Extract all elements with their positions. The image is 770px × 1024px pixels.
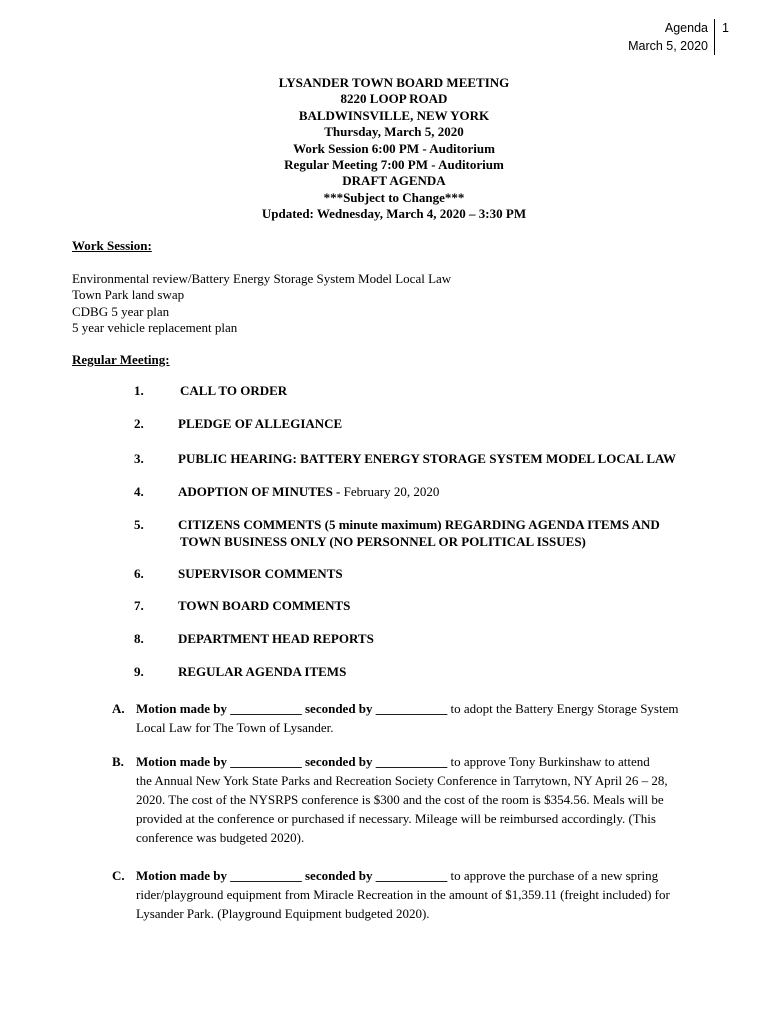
motion-body xyxy=(136,699,726,737)
item-number: 1. xyxy=(134,383,144,398)
motion-line: conference was budgeted 2020). xyxy=(136,830,305,845)
minutes-date: February 20, 2020 xyxy=(343,484,440,499)
motion-letter: A. xyxy=(112,701,125,716)
item-text: TOWN BOARD COMMENTS xyxy=(178,598,351,613)
item-text xyxy=(178,483,738,500)
regular-meeting-heading: Regular Meeting: xyxy=(72,352,170,367)
motion-letter: B. xyxy=(112,754,124,769)
item-text-continued: TOWN BUSINESS ONLY (NO PERSONNEL OR POLITICAL ISSUES) xyxy=(180,534,586,549)
motion-line: rider/playground equipment from Miracle Recreation in the amount of $1,359.11 (freight included) for xyxy=(136,887,670,902)
motion-body xyxy=(136,752,726,847)
work-session-heading: Work Session: xyxy=(72,238,152,253)
motion-line: provided at the conference or purchased if necessary. Mileage will be reimbursed accordingly. (This xyxy=(136,811,656,826)
item-text: DEPARTMENT HEAD REPORTS xyxy=(178,631,374,646)
work-session-time: Work Session 6:00 PM - Auditorium xyxy=(293,140,495,156)
item-number: 4. xyxy=(134,484,144,499)
motion-line: to approve Tony Burkinshaw to attend xyxy=(447,754,650,769)
item-text: CALL TO ORDER xyxy=(180,383,288,398)
page-header xyxy=(628,19,715,55)
address-line: 8220 LOOP ROAD xyxy=(340,91,448,107)
motion-line: to approve the purchase of a new spring xyxy=(447,868,659,883)
list-item: CDBG 5 year plan xyxy=(72,303,170,319)
motion-body xyxy=(136,866,726,923)
item-number: 8. xyxy=(134,631,144,646)
motion-line: to adopt the Battery Energy Storage System xyxy=(447,701,679,716)
motion-letter: C. xyxy=(112,868,125,883)
item-text: PUBLIC HEARING: BATTERY ENERGY STORAGE SYSTEM MODEL LOCAL LAW xyxy=(178,451,676,466)
list-item: Environmental review/Battery Energy Storage System Model Local Law xyxy=(72,271,452,286)
item-number: 2. xyxy=(134,416,144,431)
subject-to-change: ***Subject to Change*** xyxy=(323,189,465,205)
list-item: Town Park land swap xyxy=(72,287,185,303)
page-number: 1 xyxy=(722,21,729,35)
meeting-date: Thursday, March 5, 2020 xyxy=(324,124,464,140)
motion-line: Local Law for The Town of Lysander. xyxy=(136,720,334,735)
work-session-list xyxy=(72,271,451,336)
motion-lead: Motion made by ___________ seconded by ___________ xyxy=(136,868,448,883)
item-text: PLEDGE OF ALLEGIANCE xyxy=(178,416,343,431)
city-line: BALDWINSVILLE, NEW YORK xyxy=(298,107,490,123)
item-number: 3. xyxy=(134,451,144,466)
updated-line: Updated: Wednesday, March 4, 2020 – 3:30 PM xyxy=(261,206,527,222)
regular-meeting-time: Regular Meeting 7:00 PM - Auditorium xyxy=(284,157,504,173)
item-number: 7. xyxy=(134,598,144,613)
meeting-title: LYSANDER TOWN BOARD MEETING xyxy=(278,75,510,90)
motion-line: Lysander Park. (Playground Equipment budgeted 2020). xyxy=(136,906,430,921)
motion-line: the Annual New York State Parks and Recreation Society Conference in Tarrytown, NY April 26 – 28, xyxy=(136,773,668,788)
motion-lead: Motion made by ___________ seconded by ___________ xyxy=(136,701,448,716)
motion-lead: Motion made by ___________ seconded by ___________ xyxy=(136,754,448,769)
item-label: ADOPTION OF MINUTES - xyxy=(178,484,341,499)
header-label: Agenda xyxy=(664,21,708,35)
header-date: March 5, 2020 xyxy=(628,39,708,53)
item-number: 5. xyxy=(134,517,144,532)
item-number: 9. xyxy=(134,664,144,679)
item-text: CITIZENS COMMENTS (5 minute maximum) REGARDING AGENDA ITEMS AND xyxy=(178,517,660,532)
list-item: 5 year vehicle replacement plan xyxy=(72,319,238,335)
item-text: REGULAR AGENDA ITEMS xyxy=(178,664,347,679)
title-block xyxy=(0,75,770,223)
item-number: 6. xyxy=(134,566,144,581)
motion-line: 2020. The cost of the NYSRPS conference is $300 and the cost of the room is $354.56. Meals will be xyxy=(136,792,664,807)
draft-label: DRAFT AGENDA xyxy=(342,173,446,189)
item-text: SUPERVISOR COMMENTS xyxy=(178,566,343,581)
